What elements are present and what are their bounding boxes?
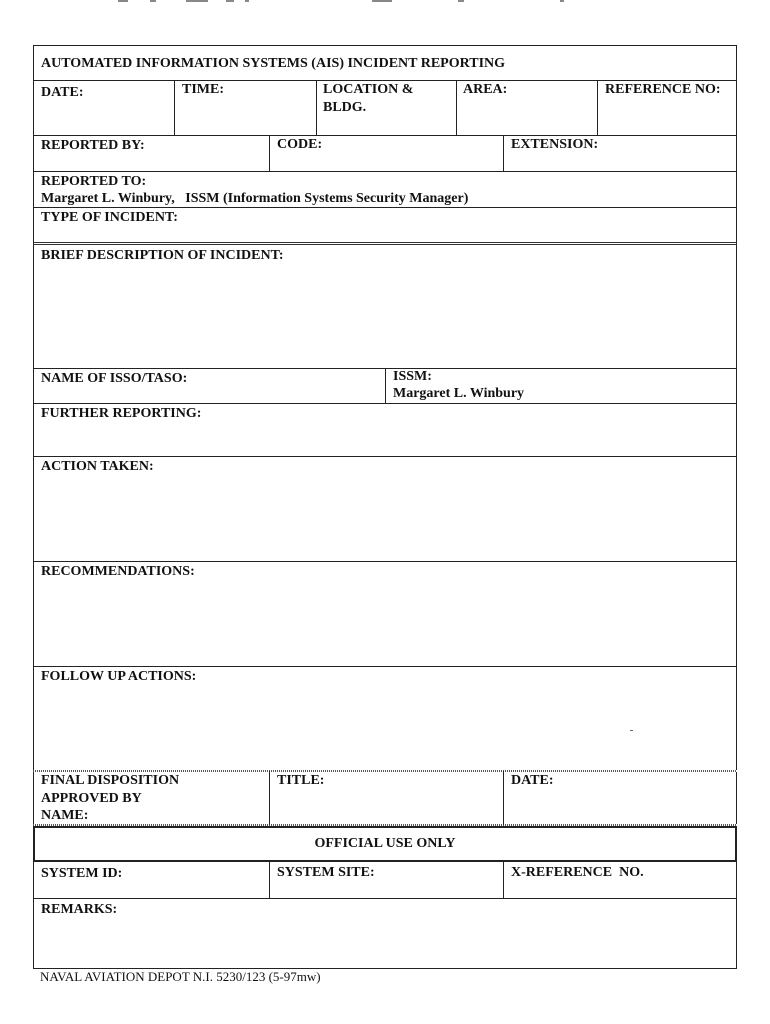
rule <box>33 898 737 899</box>
rule <box>597 80 598 135</box>
rule <box>33 403 737 404</box>
remarks-label: REMARKS: <box>41 902 118 917</box>
reported-to-value: Margaret L. Winbury, ISSM (Information Systems Security Manager) <box>41 191 469 206</box>
code-label: CODE: <box>277 137 323 152</box>
rule <box>33 135 737 136</box>
double-rule <box>33 242 737 245</box>
action-taken-label: ACTION TAKEN: <box>41 459 154 474</box>
form-footer: NAVAL AVIATION DEPOT N.I. 5230/123 (5-97mw) <box>40 969 321 984</box>
recommendations-label: RECOMMENDATIONS: <box>41 564 195 579</box>
final-disposition-label: FINAL DISPOSITION <box>41 773 180 788</box>
final-date-label: DATE: <box>511 773 554 788</box>
rule <box>503 862 504 898</box>
type-of-incident-label: TYPE OF INCIDENT: <box>41 210 178 225</box>
system-id-label: SYSTEM ID: <box>41 866 123 881</box>
brief-description-label: BRIEF DESCRIPTION OF INCIDENT: <box>41 248 284 263</box>
approved-by-label: APPROVED BY <box>41 791 142 806</box>
rule <box>33 666 737 667</box>
rule <box>269 135 270 171</box>
reported-by-label: REPORTED BY: <box>41 138 145 153</box>
area-label: AREA: <box>463 82 508 97</box>
rule <box>456 80 457 135</box>
rule <box>503 135 504 171</box>
rule <box>33 207 737 208</box>
issm-value: Margaret L. Winbury <box>393 386 525 401</box>
name-label: NAME: <box>41 808 89 823</box>
scan-artifact <box>0 0 770 3</box>
rule <box>33 171 737 172</box>
official-use-only-label: OFFICIAL USE ONLY <box>314 836 456 851</box>
rule <box>33 456 737 457</box>
rule <box>174 80 175 135</box>
stray-mark <box>630 730 633 731</box>
rule <box>269 862 270 898</box>
time-label: TIME: <box>182 82 224 97</box>
further-reporting-label: FURTHER REPORTING: <box>41 406 202 421</box>
reported-to-label: REPORTED TO: <box>41 174 147 189</box>
location-label: LOCATION & <box>323 82 414 97</box>
rule <box>503 771 504 825</box>
reference-no-label: REFERENCE NO: <box>605 82 721 97</box>
title-label: TITLE: <box>277 773 325 788</box>
isso-taso-label: NAME OF ISSO/TASO: <box>41 371 188 386</box>
x-reference-label: X-REFERENCE NO. <box>511 865 644 880</box>
rule <box>385 368 386 403</box>
date-label: DATE: <box>41 85 84 100</box>
system-site-label: SYSTEM SITE: <box>277 865 375 880</box>
follow-up-actions-label: FOLLOW UP ACTIONS: <box>41 669 197 684</box>
location-label-bldg: BLDG. <box>323 100 367 115</box>
form-title: AUTOMATED INFORMATION SYSTEMS (AIS) INCIDENT REPORTING <box>41 56 506 71</box>
rule <box>269 771 270 825</box>
rule <box>33 561 737 562</box>
rule <box>316 80 317 135</box>
extension-label: EXTENSION: <box>511 137 599 152</box>
issm-label: ISSM: <box>393 369 432 384</box>
